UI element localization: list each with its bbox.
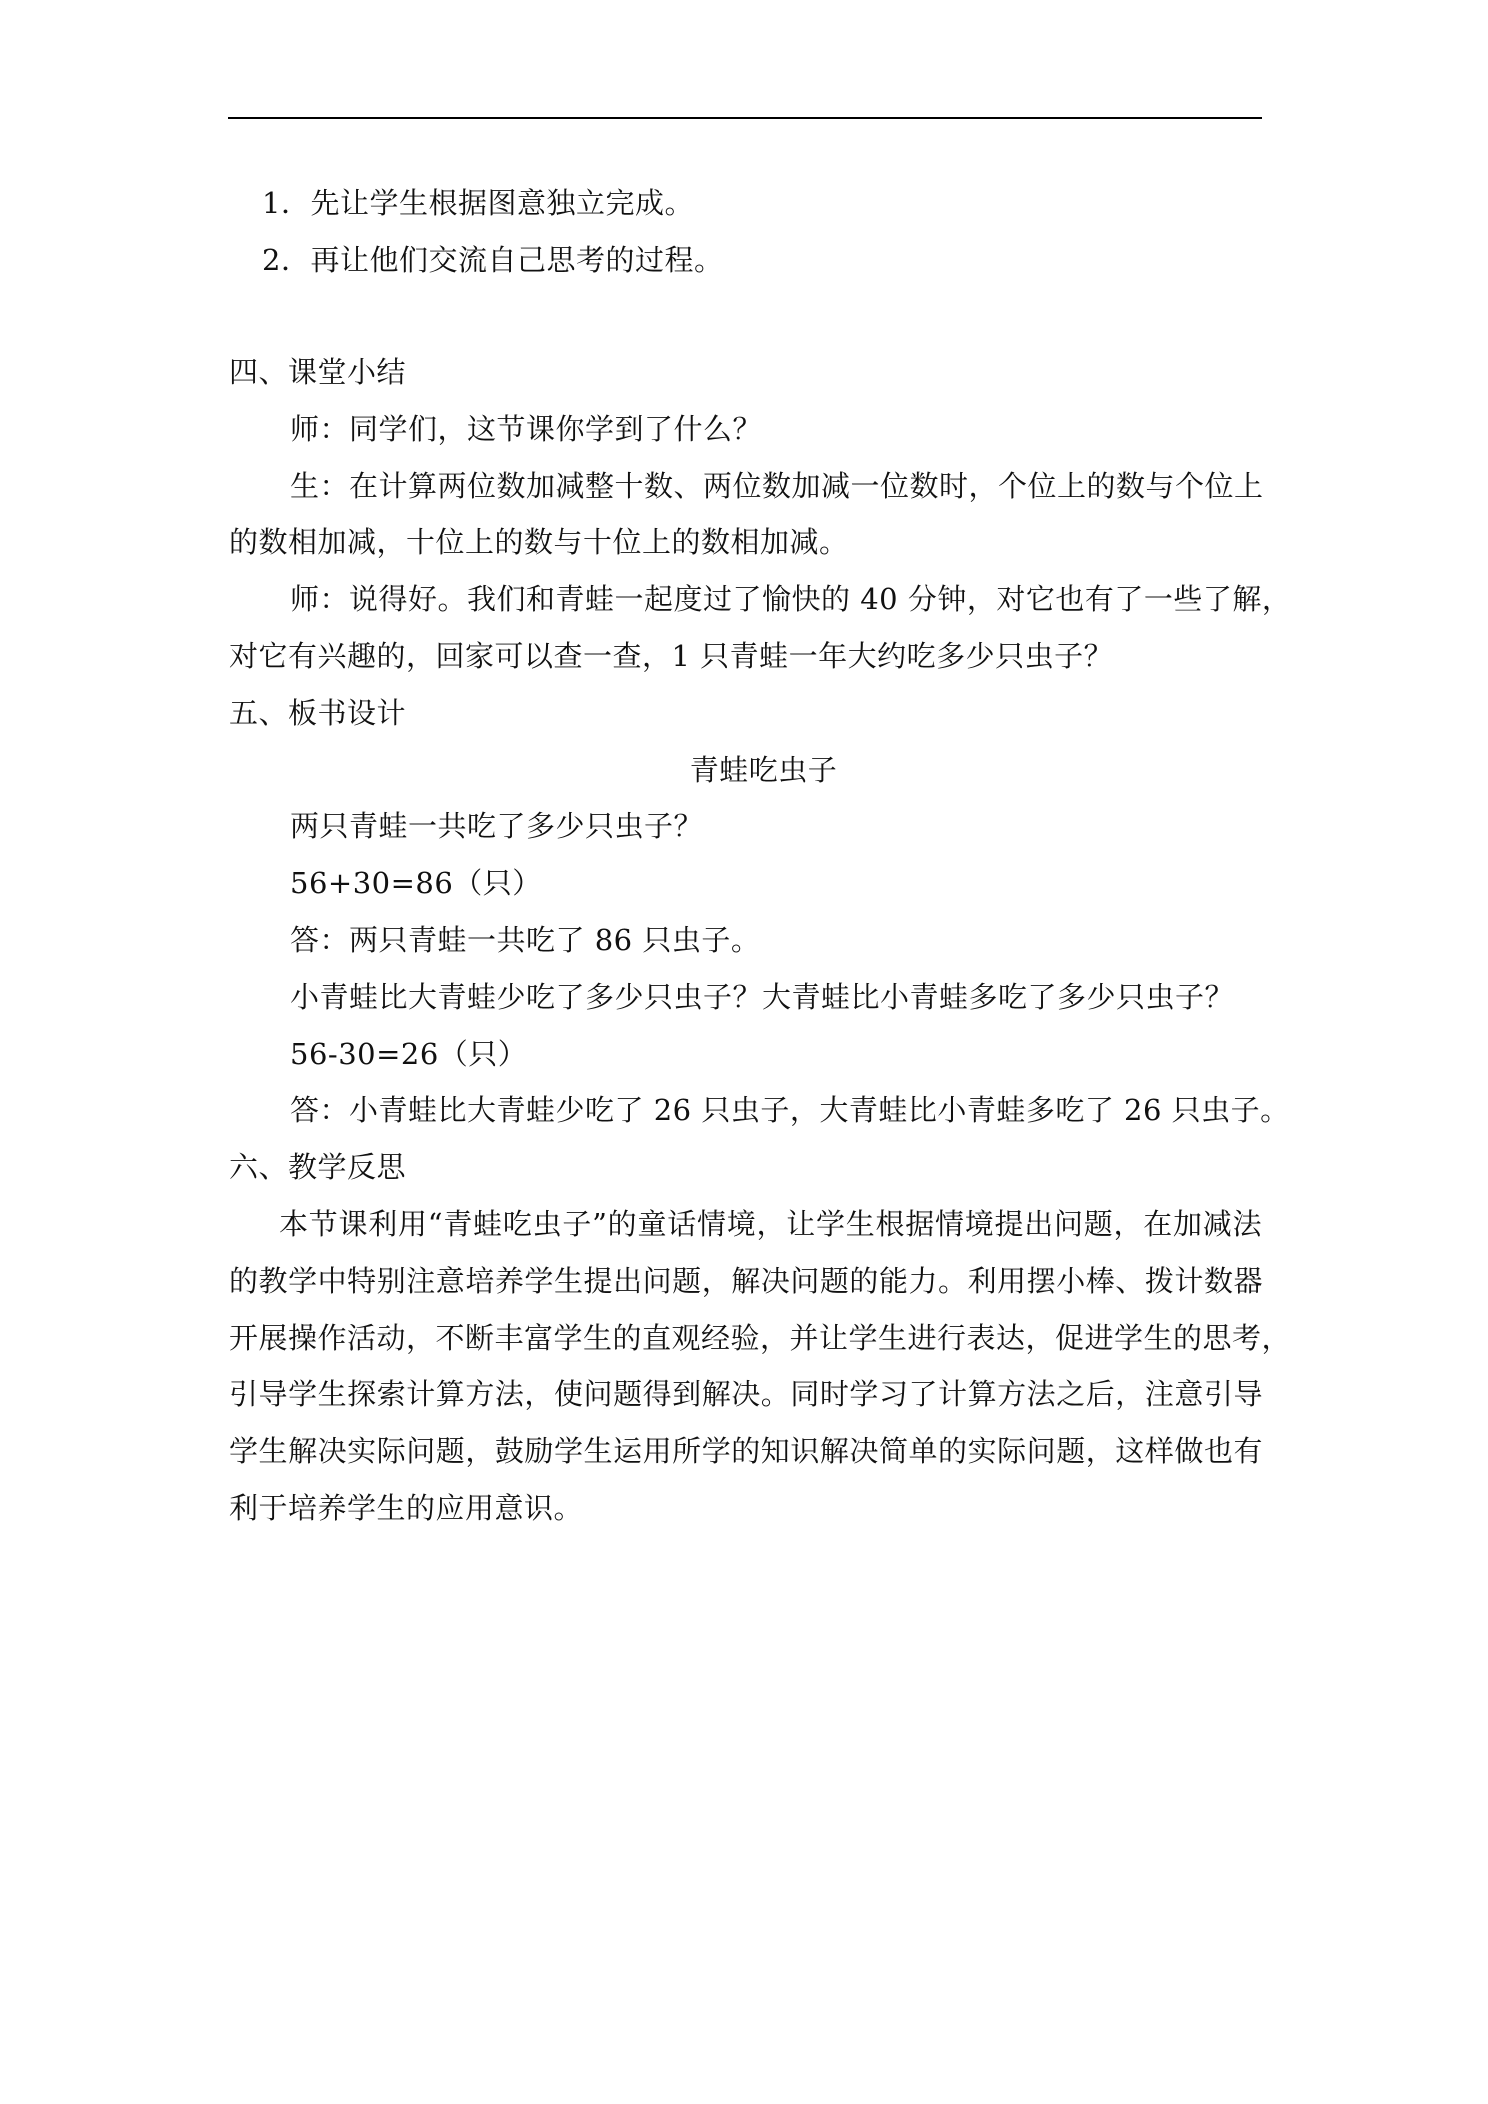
board-answer-1: 答：两只青蛙一共吃了 86 只虫子。	[290, 923, 761, 957]
reflection-line-6: 利于培养学生的应用意识。	[229, 1491, 584, 1525]
reflection-line-2: 的教学中特别注意培养学生提出问题，解决问题的能力。利用摆小棒、拨计数器	[229, 1264, 1263, 1298]
section-heading-summary: 四、课堂小结	[229, 355, 407, 389]
teacher-closing-line-1: 师：说得好。我们和青蛙一起度过了愉快的 40 分钟，对它也有了一些了解，	[290, 582, 1292, 616]
step-1: 1．先让学生根据图意独立完成。	[262, 186, 694, 220]
section-heading-reflection: 六、教学反思	[229, 1150, 407, 1184]
board-title: 青蛙吃虫子	[689, 753, 838, 787]
step-2: 2．再让他们交流自己思考的过程。	[262, 243, 724, 277]
board-question-2: 小青蛙比大青蛙少吃了多少只虫子？大青蛙比小青蛙多吃了多少只虫子？	[290, 980, 1235, 1014]
reflection-line-3: 开展操作活动，不断丰富学生的直观经验，并让学生进行表达，促进学生的思考，	[229, 1321, 1292, 1355]
reflection-line-1: 本节课利用“青蛙吃虫子”的童话情境，让学生根据情境提出问题，在加减法	[279, 1207, 1262, 1241]
board-answer-2: 答：小青蛙比大青蛙少吃了 26 只虫子，大青蛙比小青蛙多吃了 26 只虫子。	[290, 1093, 1290, 1127]
teacher-question: 师：同学们，这节课你学到了什么？	[290, 412, 763, 446]
board-equation-2: 56-30=26（只）	[290, 1037, 528, 1071]
student-answer-line-2: 的数相加减，十位上的数与十位上的数相加减。	[229, 525, 849, 559]
teacher-closing-line-2: 对它有兴趣的，回家可以查一查，1 只青蛙一年大约吃多少只虫子？	[229, 639, 1114, 673]
header-rule	[228, 117, 1262, 119]
section-heading-board: 五、板书设计	[229, 696, 407, 730]
reflection-line-5: 学生解决实际问题，鼓励学生运用所学的知识解决简单的实际问题，这样做也有	[229, 1434, 1263, 1468]
board-question-1: 两只青蛙一共吃了多少只虫子？	[290, 809, 704, 843]
student-answer-line-1: 生：在计算两位数加减整十数、两位数加减一位数时，个位上的数与个位上	[290, 469, 1264, 503]
reflection-line-4: 引导学生探索计算方法，使问题得到解决。同时学习了计算方法之后，注意引导	[229, 1377, 1263, 1411]
board-equation-1: 56+30=86（只）	[290, 866, 542, 900]
